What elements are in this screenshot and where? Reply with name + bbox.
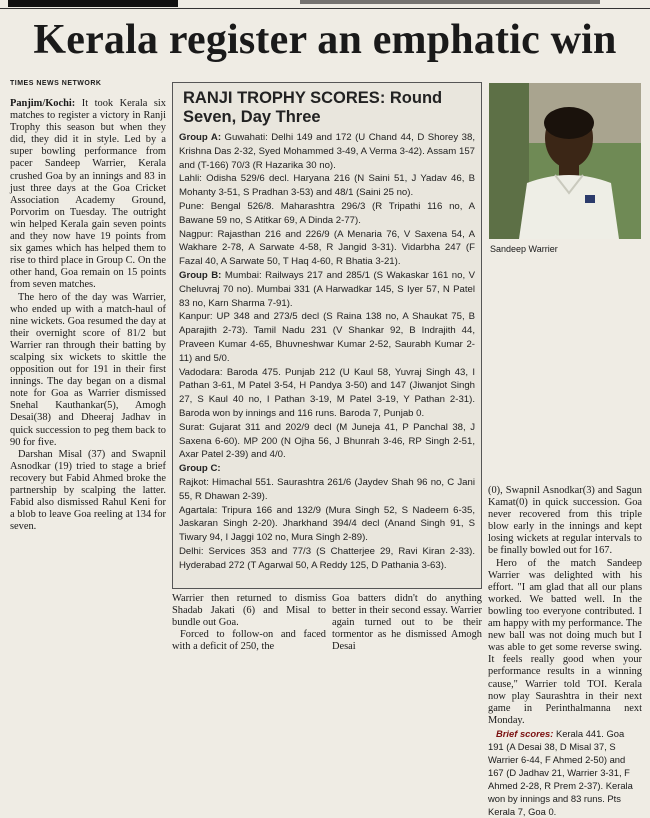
paragraph: Goa batters didn't do anything better in their second essay. Warrier again turned out to be their tormentor as he dismissed Amogh Desai (332, 593, 482, 653)
article-column-4 (488, 485, 642, 818)
photo-caption: Sandeep Warrier (490, 244, 558, 254)
score-entry: Vadodara: Baroda 475. Punjab 212 (U Kaul 58, Yuvraj Singh 43, I Pathan 3-61, M Patel 3-54, H Pandya 3-50) and 147 (Jiwanjot Singh 27, S Kaul 40 no, I Pathan 3-19, M Patel 3-19, Y Pathan 2-31). Baroda won by innings and 116 runs. Baroda 7, Punjab 0. (179, 366, 475, 419)
score-entry: Group C: (179, 463, 221, 475)
top-edge-bar (8, 0, 178, 7)
score-entry: Delhi: Services 353 and 77/3 (S Chatterjee 29, Ravi Kiran 2-33). Hyderabad 272 (T Agarwal 50, A Reddy 125, D Pathania 3-63). (179, 545, 475, 571)
dateline: Panjim/Kochi: (10, 98, 76, 109)
score-entry: Nagpur: Rajasthan 216 and 226/9 (A Menaria 76, V Saxena 54, A Wakhare 2-78, A Sarwate 4-58, R Jangid 3-31). Vidarbha 247 (F Fazal 40, A Sarwate 50, T Haq 4-60, R Bhatia 3-21). (179, 228, 475, 268)
paragraph: Warrier then returned to dismiss Shadab Jakati (6) and Misal to bundle out Goa. (172, 593, 326, 629)
byline: TIMES NEWS NETWORK (10, 80, 102, 87)
brief-scores-label: Brief scores: (496, 727, 554, 739)
paragraph: (0), Swapnil Asnodkar(3) and Sagun Kamat(0) in quick succession. Goa never recovered from this triple blow early in the innings and kept losing wickets at regular intervals to be finally bowled out for 167. (488, 485, 642, 557)
article-column-3 (332, 593, 482, 653)
brief-scores (488, 727, 642, 818)
score-entry: Kanpur: UP 348 and 273/5 decl (S Raina 138 no, A Shaukat 75, B Aparajith 2-73). Tamil Nadu 231 (V Shankar 92, B Indrajith 44, Praveen Kumar 4-65, Bhuvneshwar Kumar 2-52, Saurabh Kumar 2-11) and 5/0. (179, 311, 475, 364)
score-entry: Group B: Mumbai: Railways 217 and 285/1 (S Wakaskar 161 no, V Cheluvraj 70 no). Mumbai 331 (A Harwadkar 145, S Iyer 57, N Patel 83 no, Karn Sharma 7-91). (179, 269, 475, 309)
article-column-1 (10, 98, 166, 533)
player-photo (489, 83, 641, 239)
paragraph: Hero of the match Sandeep Warrier was delighted with his effort. "I am glad that all our plans worked. We batted well. In the bowling too everyone contributed. I am happy with my performance. The new ball was not doing much but I was able to get some reverse swing. It feels really good when your performance results in a winning cause," Warrier told TOI. Kerala now play Saurashtra in their next game in Perinthalmanna next Monday. (488, 557, 642, 726)
paragraph: The hero of the day was Warrier, who ended up with a match-haul of nine wickets. Goa resumed the day at their overnight score of 81/2 but Warrier ran through their batting by scalping six wickets to skittle the opposition out for 191 in their first innings. The day began on a dismal note for Goa as Warrier dismissed Snehal Kauthankar(5), Amogh Desai(38) and Dheeraj Jadhav in quick succession to peg them back to 90 for five. (10, 291, 166, 448)
score-entry: Surat: Gujarat 311 and 202/9 decl (M Juneja 41, P Panchal 38, J Saxena 6-60). MP 200 (N Ojha 56, J Bhunrah 3-46, RP Singh 2-51, Axar Patel 2-39) and 4/0. (179, 421, 475, 461)
score-entry: Lahli: Odisha 529/6 decl. Haryana 216 (N Saini 51, J Yadav 46, B Mohanty 3-51, S Pradhan 3-53) and 48/1 (Saini 25 no). (179, 173, 475, 199)
brief-scores-text: Kerala 441. Goa 191 (A Desai 38, D Misal 37, S Warrier 6-44, F Ahmed 2-50) and 167 (D Jadhav 21, Warrier 3-31, F Ahmed 2-28, R Prem 2-37). Kerala won by innings and 83 runs. Pts Kerala 7, Goa 0. (488, 727, 633, 817)
paragraph: Darshan Misal (37) and Swapnil Asnodkar (19) tried to stage a brief recovery but Fabid Ahmed broke the partnership by scalping the latter. Fabid also dismissed Rahul Keni for a blob to leave Goa reeling at 134 for seven. (10, 448, 166, 533)
scores-list (179, 131, 475, 573)
headline: Kerala register an emphatic win (33, 17, 617, 63)
paragraph: Panjim/Kochi: It took Kerala six matches to register a victory in Ranji Trophy this season but when they did, they did it in style. Led by a super bowling performance from pacer Sandeep Warrier, Kerala crushed Goa by an innings and 83 in just three days at the Goa Cricket Association Academy Ground, Porvorim on Tuesday. The outright win helped Kerala gain seven points and they now have 19 points from six games which has helped them to rise to third place in Group C. On the other hand, Goa remain on 15 points from seven matches. (10, 98, 166, 291)
ranji-scores-box (172, 82, 482, 589)
article-column-2 (172, 593, 326, 653)
score-entry: Group A: Guwahati: Delhi 149 and 172 (U Chand 44, D Shorey 38, Krishna Das 2-32, Syed Mohammed 3-49, A Verma 3-42). Assam 157 and (T-166) 70/3 (R Hazarika 30 no). (179, 132, 475, 171)
score-entry: Agartala: Tripura 166 and 132/9 (Mura Singh 52, S Nadeem 6-35, Jaskaran Singh 2-20). Jharkhand 394/4 decl (Anand Singh 91, S Tiwary 94, I Jaggi 102 no, Mura Singh 2-89). (179, 504, 475, 544)
score-entry: Rajkot: Himachal 551. Saurashtra 261/6 (Jaydev Shah 96 no, C Jani 55, R Dhawan 2-39). (179, 476, 475, 502)
top-edge-bar-faded (300, 0, 600, 4)
score-entry: Pune: Bengal 526/8. Maharashtra 296/3 (R Tripathi 116 no, A Bawane 59 no, S Atitkar 69, A Dinda 2-77). (179, 200, 475, 226)
paragraph: Forced to follow-on and faced with a deficit of 250, the (172, 629, 326, 653)
player-photo-illustration (489, 83, 641, 239)
top-rule (0, 8, 650, 9)
scores-box-title: RANJI TROPHY SCORES: Round Seven, Day Three (183, 89, 443, 126)
